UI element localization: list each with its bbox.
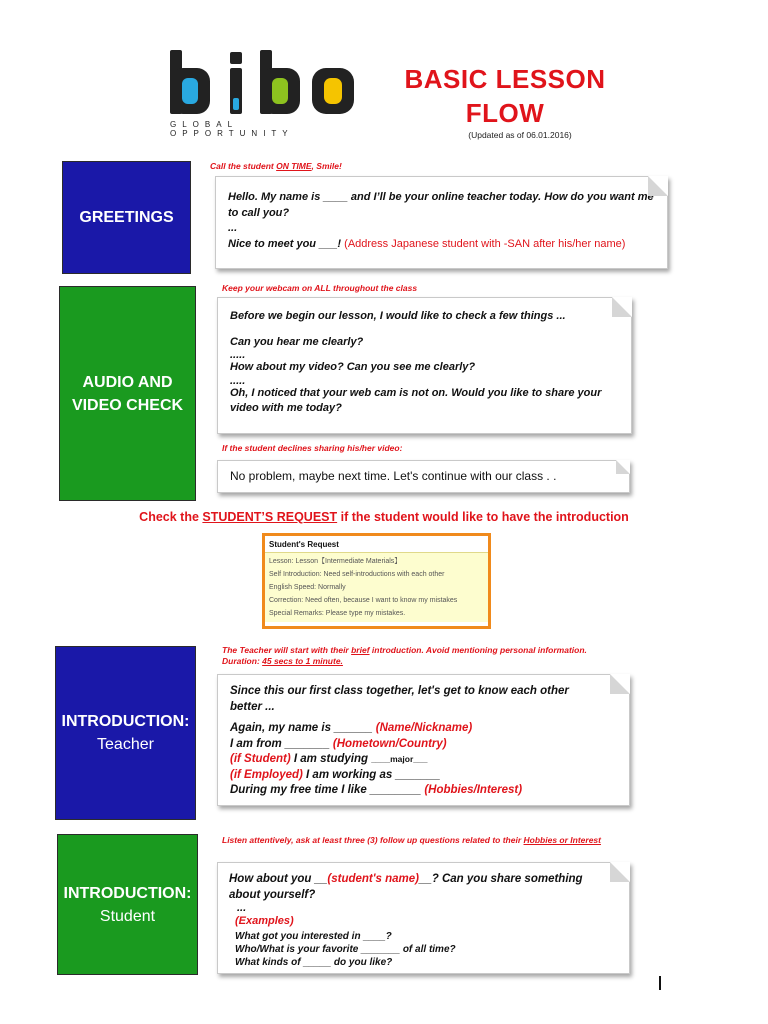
av-line-5: ..... xyxy=(230,374,246,387)
list-item: Correction: Need often, because I want to know my mistakes xyxy=(269,597,458,604)
bibo-logo-mark xyxy=(168,48,358,120)
title-line-1: BASIC LESSON xyxy=(404,64,606,94)
greetings-line-3-text: Nice to meet you ___! xyxy=(228,237,345,250)
av-line-2: Can you hear me clearly? xyxy=(230,335,364,348)
studying-text: I am studying xyxy=(290,753,372,765)
intro-teacher-block xyxy=(55,646,196,820)
intro-teacher-note-brief: brief xyxy=(351,645,370,655)
intro-student-examples: (Examples) xyxy=(235,915,294,927)
updated-date: (Updated as of 06.01.2016) xyxy=(468,130,572,140)
intro-student-label-2: Student xyxy=(99,907,156,925)
student-line-post: __? Can you share something about yourself? xyxy=(229,873,583,901)
logo-tagline: GLOBAL OPPORTUNITY xyxy=(170,120,294,138)
intro-student-line-1 xyxy=(229,872,617,903)
intro-teacher-note-post: introduction. Avoid mentioning personal information. xyxy=(369,645,587,655)
greetings-line-2: ... xyxy=(228,222,238,234)
intro-teacher-working xyxy=(230,768,617,784)
list-item: Self Introduction: Need self-introductions with each other xyxy=(269,571,445,578)
free-time-hint: (Hobbies/Interest) xyxy=(424,784,523,796)
bibo-logo xyxy=(168,48,358,138)
greetings-note-ontime: ON TIME xyxy=(276,161,312,171)
av-check-block xyxy=(59,286,196,501)
intro-teacher-bubble xyxy=(217,674,630,806)
greetings-note xyxy=(210,161,342,172)
student-name-hint: (student's name) xyxy=(327,873,419,885)
intro-student-note-hobbies: Hobbies or Interest xyxy=(523,835,601,845)
title-line-2: FLOW xyxy=(465,98,545,128)
page-fold-icon xyxy=(610,862,630,882)
av-check-bubble xyxy=(217,297,632,434)
page-fold-icon xyxy=(610,674,630,694)
page-fold-icon xyxy=(616,460,630,474)
av-check-note: Keep your webcam on ALL throughout the class xyxy=(222,283,418,293)
intro-teacher-duration: 45 secs to 1 minute. xyxy=(262,656,343,666)
name-text: Again, my name is ______ xyxy=(230,722,376,734)
intro-teacher-name xyxy=(230,721,617,737)
check-request-link-text: STUDENT’S REQUEST xyxy=(202,510,338,524)
intro-student-block xyxy=(57,834,198,975)
av-line-1: Before we begin our lesson, I would like to check a few things ... xyxy=(230,310,566,322)
check-request-instruction xyxy=(0,510,768,524)
av-line-3: ..... xyxy=(230,349,246,361)
intro-teacher-note-pre: The Teacher will start with their xyxy=(222,645,352,655)
greetings-line-3-red: (Address Japanese student with -SAN after his/her name) xyxy=(344,237,626,250)
decline-reply: No problem, maybe next time. Let's continue with our class . . xyxy=(230,469,557,483)
student-request-panel xyxy=(262,533,491,629)
student-line-pre: How about you __ xyxy=(229,873,328,885)
decline-note: If the student declines sharing his/her video: xyxy=(222,443,403,453)
greetings-line-3 xyxy=(228,237,655,253)
studying-blank: ____major___ xyxy=(371,754,428,764)
list-item: Lesson: Lesson【Intermediate Materials】 xyxy=(269,558,402,565)
av-line-4: How about my video? Can you see me clearly? xyxy=(230,361,476,373)
from-text: I am from _______ xyxy=(230,737,333,750)
page-fold-icon xyxy=(612,297,632,317)
list-item: English Speed: Normally xyxy=(269,584,346,591)
check-request-pre: Check the xyxy=(139,510,203,524)
decline-bubble xyxy=(217,460,630,493)
intro-teacher-note xyxy=(222,645,642,667)
example-3: What kinds of _____ do you like? xyxy=(235,956,393,968)
intro-student-dots: ... xyxy=(237,902,247,914)
intro-teacher-duration-label: Duration: xyxy=(222,656,263,666)
greetings-line-1: Hello. My name is ____ and I’ll be your online teacher today. How do you want me to call you? xyxy=(228,191,654,219)
working-text: I am working as _______ xyxy=(302,768,441,781)
greetings-block xyxy=(62,161,191,274)
intro-teacher-studying xyxy=(230,752,617,768)
check-request-post: if the student would like to have the introduction xyxy=(337,510,629,524)
intro-teacher-label-2: Teacher xyxy=(97,736,154,753)
greetings-label: GREETINGS xyxy=(79,209,174,226)
av-check-label-1: AUDIO AND xyxy=(82,373,173,391)
student-request-title: Student's Request xyxy=(265,536,488,553)
example-2: Who/What is your favorite _______ of all time? xyxy=(235,943,456,955)
intro-teacher-from xyxy=(230,737,617,753)
example-1: What got you interested in ____? xyxy=(235,930,392,942)
intro-student-note-pre: Listen attentively, ask at least three (3) follow up questions related to their xyxy=(222,835,524,845)
list-item: Special Remarks: Please type my mistakes. xyxy=(269,610,406,617)
intro-student-note xyxy=(222,835,642,846)
intro-student-label-1: INTRODUCTION: xyxy=(63,884,192,902)
studying-hint: (if Student) xyxy=(230,753,291,765)
greetings-note-pre: Call the student xyxy=(210,161,277,171)
document-title xyxy=(380,62,630,130)
from-hint: (Hometown/Country) xyxy=(332,737,447,750)
intro-teacher-line-1: Since this our first class together, let's get to know each other better ... xyxy=(230,685,569,713)
student-request-list xyxy=(265,553,488,622)
intro-teacher-free-time xyxy=(230,783,617,799)
greetings-bubble xyxy=(215,176,668,269)
greetings-note-post: , Smile! xyxy=(311,161,342,171)
av-check-label-2: VIDEO CHECK xyxy=(71,396,184,414)
av-line-6: Oh, I noticed that your web cam is not on. Would you like to share your video with me today? xyxy=(230,386,602,414)
text-cursor-mark xyxy=(659,976,661,990)
page-fold-icon xyxy=(648,176,668,196)
free-time-text: During my free time I like ________ xyxy=(230,784,425,796)
name-hint: (Name/Nickname) xyxy=(375,722,473,734)
intro-student-bubble xyxy=(217,862,630,974)
intro-teacher-label-1: INTRODUCTION: xyxy=(61,713,190,730)
working-hint: (if Employed) xyxy=(230,768,303,781)
